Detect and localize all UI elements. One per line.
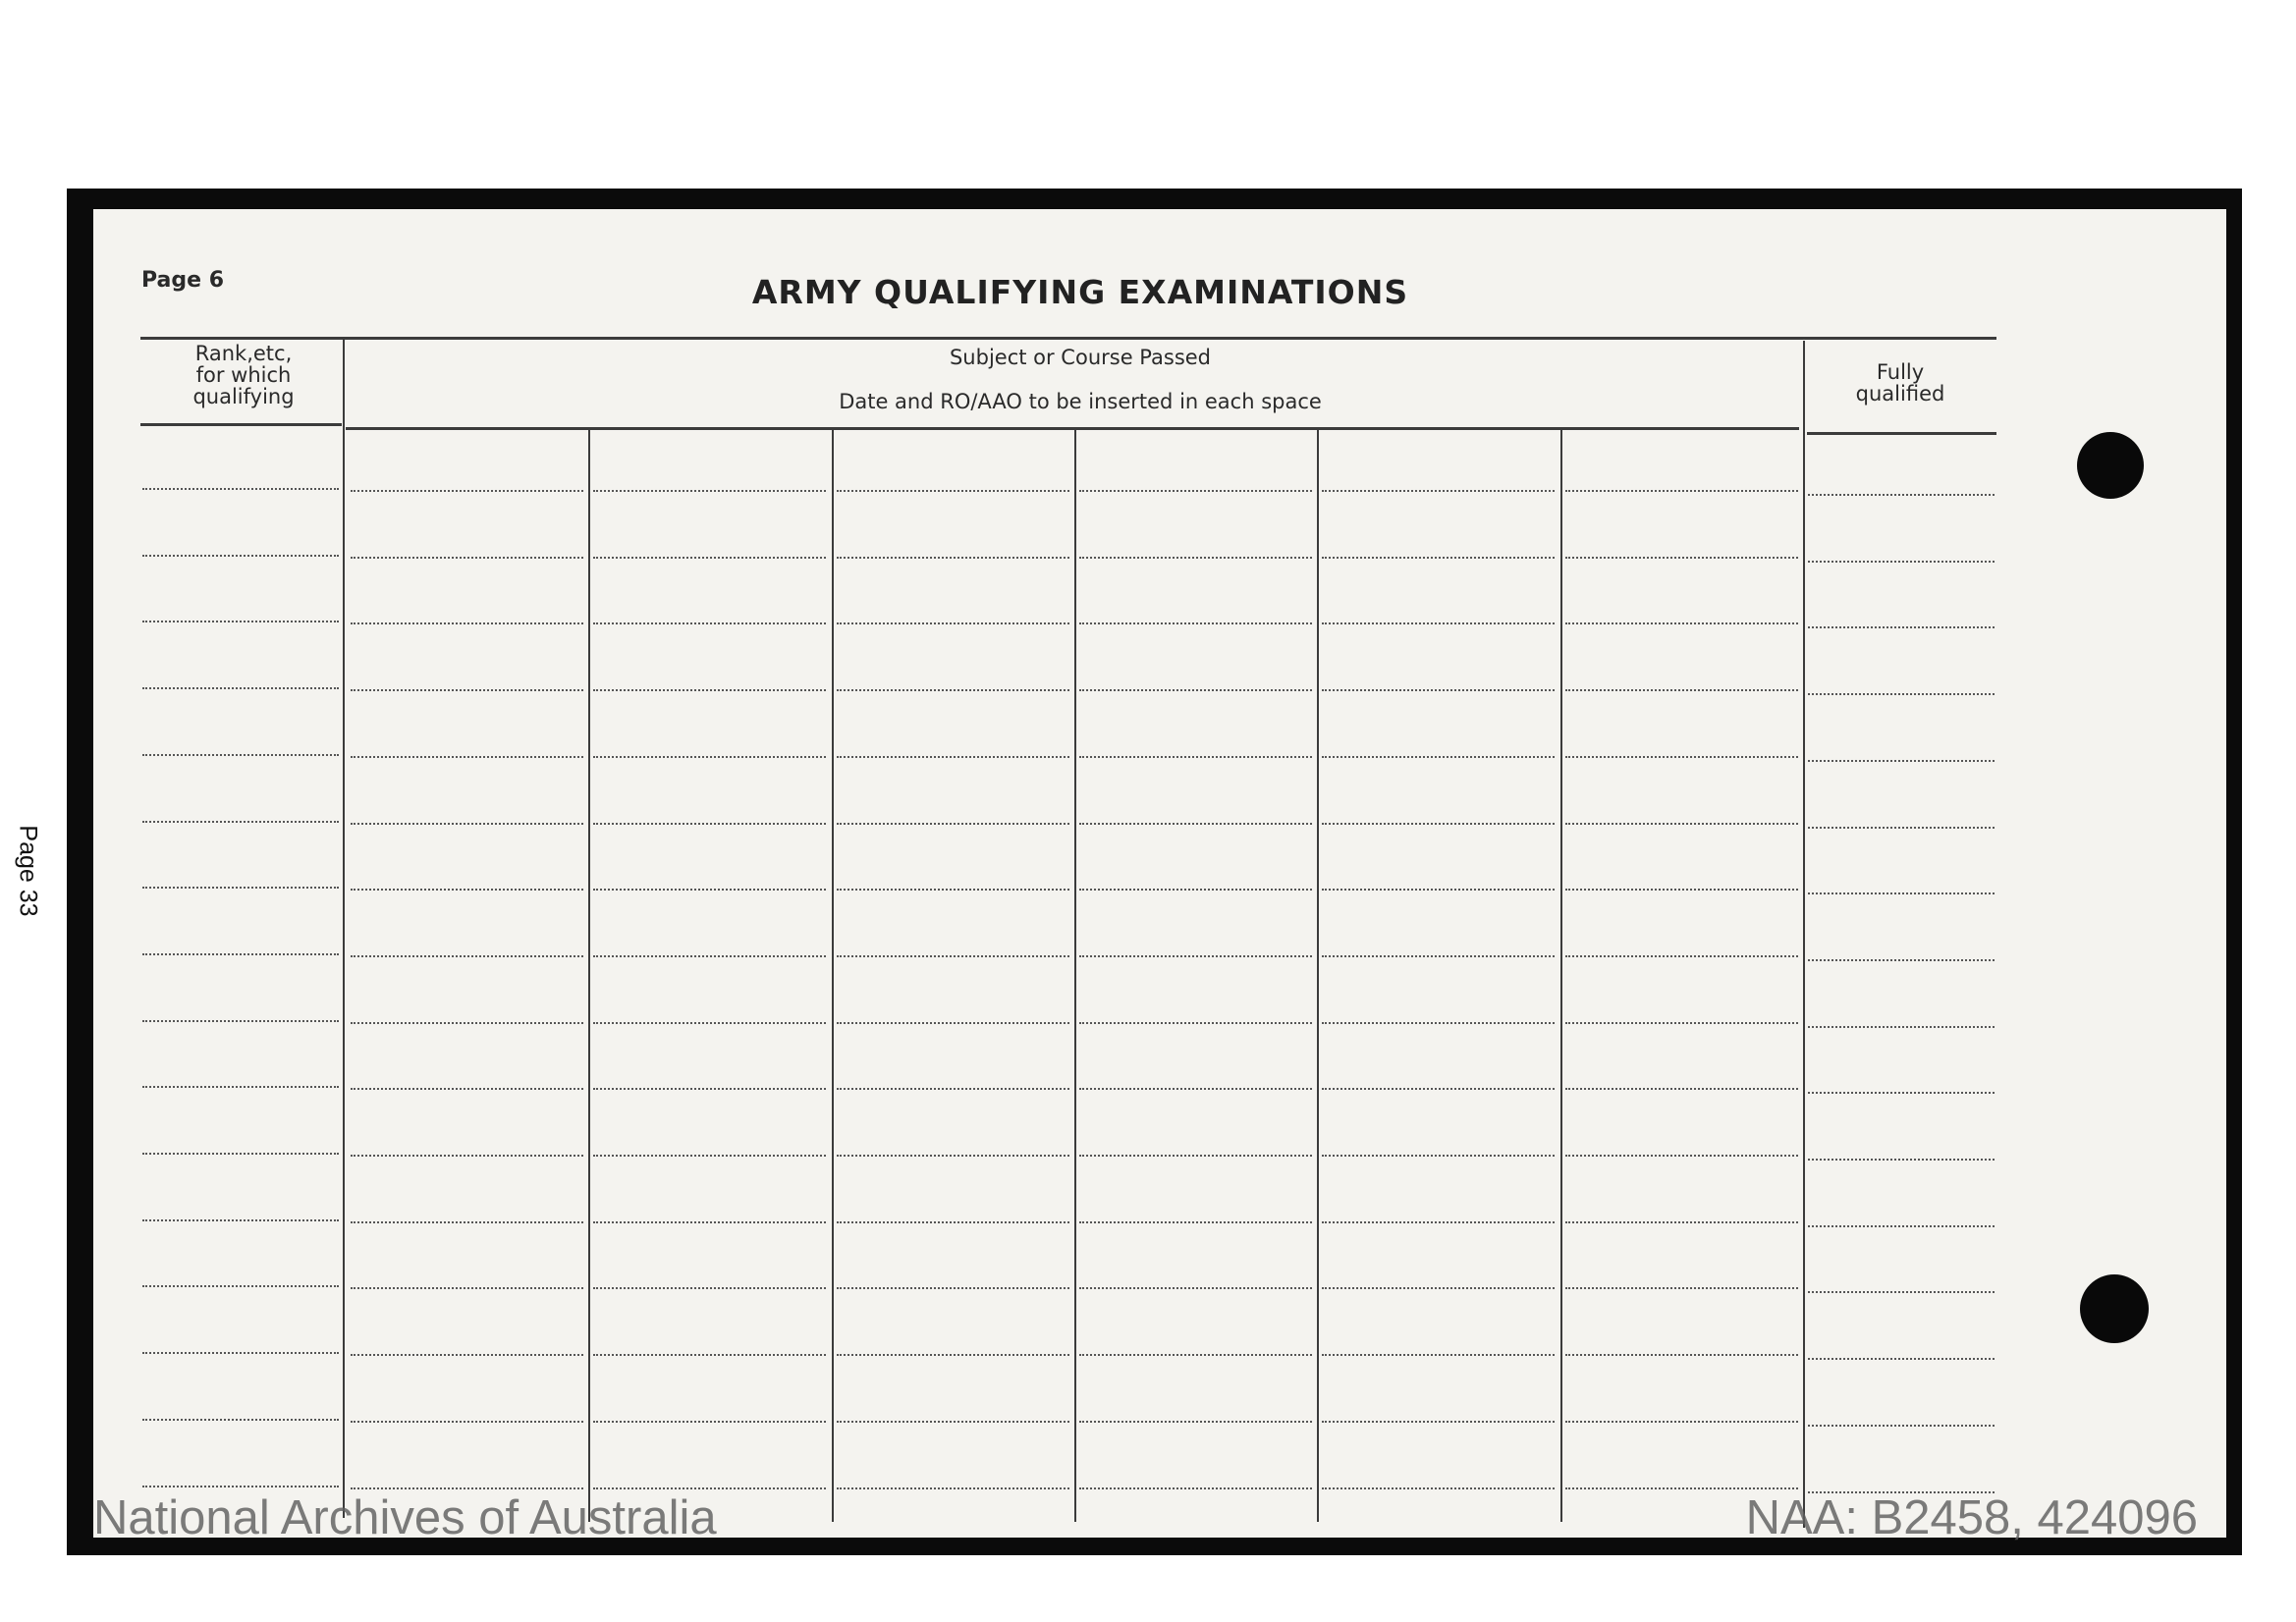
qualified-entry-line — [1808, 1159, 1995, 1161]
subject-entry-line — [1079, 1487, 1312, 1489]
subject-entry-line — [1079, 557, 1312, 559]
subject-entry-line — [351, 557, 583, 559]
rank-header-line: for which — [195, 363, 292, 387]
form-page-number: Page 6 — [141, 268, 225, 293]
subject-entry-line — [837, 1487, 1069, 1489]
subject-entry-line — [837, 1088, 1069, 1090]
rank-entry-line — [142, 488, 339, 490]
subject-entry-line — [593, 1022, 826, 1024]
qualified-column-divider — [1803, 341, 1805, 1528]
subject-entry-line — [837, 823, 1069, 825]
subject-entry-line — [1565, 1354, 1798, 1356]
subject-entry-line — [1322, 756, 1555, 758]
subject-entry-line — [593, 1221, 826, 1223]
rank-entry-line — [142, 1153, 339, 1155]
subject-entry-line — [593, 490, 826, 492]
subject-column-divider — [1560, 430, 1562, 1522]
subject-entry-line — [351, 1088, 583, 1090]
subject-entry-line — [1322, 557, 1555, 559]
subject-entry-line — [1322, 1221, 1555, 1223]
subject-entry-line — [593, 1354, 826, 1356]
subject-entry-line — [1322, 490, 1555, 492]
subject-entry-line — [1079, 1421, 1312, 1423]
subject-entry-line — [1565, 1022, 1798, 1024]
subject-entry-line — [1565, 490, 1798, 492]
subject-entry-line — [593, 1088, 826, 1090]
subject-entry-line — [1079, 1088, 1312, 1090]
punch-hole-top — [2077, 432, 2144, 499]
qualified-header-bottom-rule — [1807, 432, 1996, 435]
qualified-entry-line — [1808, 1358, 1995, 1360]
subject-entry-line — [593, 1155, 826, 1157]
subject-entry-line — [837, 889, 1069, 891]
rank-entry-line — [142, 687, 339, 689]
qualified-entry-line — [1808, 827, 1995, 829]
subject-column-divider — [588, 430, 590, 1522]
subject-entry-line — [1322, 823, 1555, 825]
subject-entry-line — [351, 490, 583, 492]
subject-header-bottom-rule — [346, 427, 1799, 430]
qualified-entry-line — [1808, 959, 1995, 961]
subject-entry-line — [1079, 622, 1312, 624]
subject-entry-line — [837, 1155, 1069, 1157]
rank-entry-line — [142, 1352, 339, 1354]
subject-entry-line — [351, 955, 583, 957]
punch-hole-bottom — [2080, 1274, 2149, 1343]
date-instruction: Date and RO/AAO to be inserted in each space — [839, 390, 1322, 413]
rank-entry-line — [142, 1086, 339, 1088]
archive-watermark-right: NAA: B2458, 424096 — [1745, 1491, 2198, 1544]
subject-entry-line — [593, 1487, 826, 1489]
fully-qualified-line: Fully — [1876, 360, 1925, 384]
subject-entry-line — [351, 1221, 583, 1223]
header-top-rule — [140, 337, 1996, 340]
subject-entry-line — [351, 1421, 583, 1423]
subject-column-divider — [1074, 430, 1076, 1522]
subject-entry-line — [351, 1155, 583, 1157]
subject-entry-line — [1322, 1421, 1555, 1423]
subject-entry-line — [1079, 1221, 1312, 1223]
subject-entry-line — [1565, 1088, 1798, 1090]
qualified-entry-line — [1808, 760, 1995, 762]
qualified-entry-line — [1808, 626, 1995, 628]
archive-page-text: Page 33 — [14, 825, 42, 917]
subject-entry-line — [1322, 1354, 1555, 1356]
subject-entry-line — [351, 823, 583, 825]
subject-entry-line — [1565, 1221, 1798, 1223]
rank-entry-line — [142, 953, 339, 955]
subject-entry-line — [837, 622, 1069, 624]
subject-column-divider — [1317, 430, 1319, 1522]
subject-entry-line — [1079, 823, 1312, 825]
subject-entry-line — [1322, 1088, 1555, 1090]
qualified-entry-line — [1808, 1092, 1995, 1094]
subject-entry-line — [1322, 1287, 1555, 1289]
subject-entry-line — [837, 490, 1069, 492]
qualified-entry-line — [1808, 693, 1995, 695]
subject-entry-line — [1322, 1022, 1555, 1024]
rank-column-divider — [343, 337, 345, 1518]
subject-entry-line — [593, 1421, 826, 1423]
subject-entry-line — [1079, 1022, 1312, 1024]
subject-entry-line — [1322, 1487, 1555, 1489]
subject-entry-line — [837, 955, 1069, 957]
qualified-entry-line — [1808, 1225, 1995, 1227]
subject-entry-line — [1565, 756, 1798, 758]
subject-entry-line — [351, 622, 583, 624]
rank-header-line: qualifying — [192, 385, 295, 408]
subject-entry-line — [1322, 622, 1555, 624]
subject-entry-line — [837, 1354, 1069, 1356]
subject-entry-line — [351, 1287, 583, 1289]
rank-entry-line — [142, 1285, 339, 1287]
qualified-entry-line — [1808, 892, 1995, 894]
subject-entry-line — [837, 1421, 1069, 1423]
form-title: ARMY QUALIFYING EXAMINATIONS — [751, 273, 1409, 311]
subject-entry-line — [1565, 889, 1798, 891]
qualified-entry-line — [1808, 561, 1995, 563]
rank-entry-line — [142, 621, 339, 622]
subject-entry-line — [593, 756, 826, 758]
qualified-entry-line — [1808, 1026, 1995, 1028]
subject-entry-line — [1322, 689, 1555, 691]
qualified-entry-line — [1808, 494, 1995, 496]
rank-header-bottom-rule — [140, 423, 342, 426]
subject-entry-line — [593, 1287, 826, 1289]
subject-entry-line — [1079, 689, 1312, 691]
subject-entry-line — [837, 1287, 1069, 1289]
subject-entry-line — [1565, 1155, 1798, 1157]
qualified-entry-line — [1808, 1425, 1995, 1427]
subject-entry-line — [1565, 557, 1798, 559]
subject-entry-line — [593, 689, 826, 691]
rank-entry-line — [142, 821, 339, 823]
fully-qualified-line: qualified — [1855, 382, 1945, 406]
subject-entry-line — [351, 889, 583, 891]
subject-entry-line — [351, 1354, 583, 1356]
subject-column-header: Subject or Course Passed — [949, 346, 1212, 369]
subject-entry-line — [837, 1022, 1069, 1024]
subject-entry-line — [1565, 823, 1798, 825]
subject-entry-line — [1565, 1287, 1798, 1289]
subject-entry-line — [593, 955, 826, 957]
subject-entry-line — [837, 689, 1069, 691]
archive-watermark-left: National Archives of Australia — [93, 1491, 717, 1544]
rank-column-header — [140, 343, 347, 407]
subject-entry-line — [1565, 622, 1798, 624]
subject-entry-line — [1079, 955, 1312, 957]
subject-entry-line — [1322, 889, 1555, 891]
subject-entry-line — [351, 756, 583, 758]
subject-entry-line — [837, 756, 1069, 758]
subject-entry-line — [1565, 1487, 1798, 1489]
subject-entry-line — [593, 889, 826, 891]
subject-entry-line — [1565, 689, 1798, 691]
subject-entry-line — [351, 689, 583, 691]
subject-entry-line — [593, 622, 826, 624]
subject-entry-line — [1079, 1287, 1312, 1289]
fully-qualified-header — [1817, 361, 1984, 405]
subject-entry-line — [1322, 1155, 1555, 1157]
rank-entry-line — [142, 1020, 339, 1022]
subject-entry-line — [837, 557, 1069, 559]
rank-header-line: Rank,etc, — [194, 342, 293, 365]
subject-entry-line — [1079, 756, 1312, 758]
subject-entry-line — [351, 1487, 583, 1489]
subject-entry-line — [1079, 1155, 1312, 1157]
rank-entry-line — [142, 555, 339, 557]
rank-entry-line — [142, 1486, 339, 1487]
subject-entry-line — [351, 1022, 583, 1024]
rank-entry-line — [142, 754, 339, 756]
rank-entry-line — [142, 1219, 339, 1221]
subject-entry-line — [1079, 889, 1312, 891]
subject-entry-line — [1565, 1421, 1798, 1423]
subject-entry-line — [593, 557, 826, 559]
qualified-entry-line — [1808, 1291, 1995, 1293]
rank-entry-line — [142, 1419, 339, 1421]
subject-entry-line — [1079, 490, 1312, 492]
subject-entry-line — [1079, 1354, 1312, 1356]
subject-entry-line — [593, 823, 826, 825]
rank-entry-line — [142, 887, 339, 889]
subject-entry-line — [1322, 955, 1555, 957]
subject-entry-line — [837, 1221, 1069, 1223]
subject-column-divider — [832, 430, 834, 1522]
subject-entry-line — [1565, 955, 1798, 957]
